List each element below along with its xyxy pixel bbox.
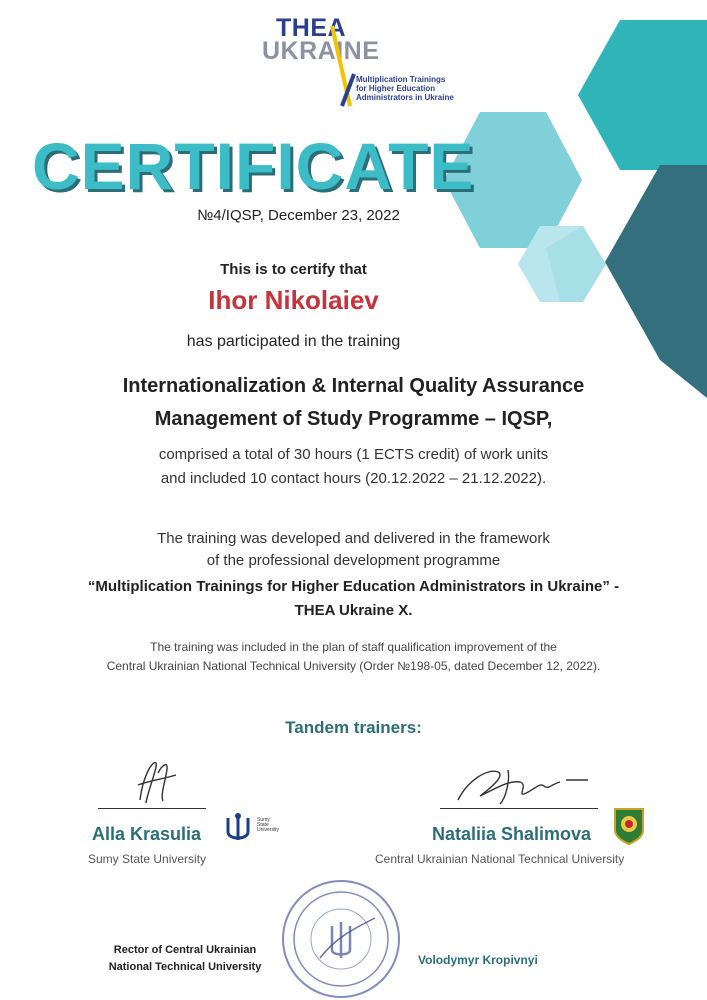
participated-text: has participated in the training [186,333,401,350]
programme-name [0,575,707,623]
rector-title-line: Rector of Central Ukrainian [113,944,257,956]
plan-line: Central Ukrainian National Technical University (Order №198-05, dated December 12, 2022). [106,659,601,673]
course-title-line: Internationalization & Internal Quality Assurance [122,375,585,397]
sumy-logo-line: State [257,822,269,828]
sumy-logo-text [257,818,279,833]
hexagon-large-teal [578,20,707,170]
sumy-logo-line: University [257,827,279,833]
signature-nataliia-shalimova [448,760,598,810]
framework-text [0,528,707,572]
certify-text: This is to certify that [220,261,367,278]
signature-line-right [440,808,598,809]
thea-ukraine-logo [262,14,462,109]
plan-line: The training was included in the plan of staff qualification improvement of the [150,640,557,654]
certificate-title: CERTIFICATE [32,129,475,203]
programme-line: “Multiplication Trainings for Higher Education Administrators in Ukraine” - [87,578,620,595]
trainer-name-left: Alla Krasulia [92,824,202,844]
logo-subtitle-line: for Higher Education [356,84,436,93]
signature-line-left [98,808,206,809]
hours-line: and included 10 contact hours (20.12.2022 – 21.12.2022). [160,470,547,487]
rector-title-line: National Technical University [108,961,262,973]
rector-name: Volodymyr Kropivnyi [418,953,538,967]
course-title [0,370,707,436]
hexagon-dark [605,165,707,398]
rector-title [95,942,275,976]
logo-ukraine-text: UKRAINE [262,37,380,65]
certificate-number: №4/IQSP, December 23, 2022 [197,207,400,224]
hours-line: comprised a total of 30 hours (1 ECTS credit) of work units [158,446,549,463]
trainer-university-left: Sumy State University [88,852,207,866]
logo-subtitle [356,75,466,102]
tandem-trainers-heading: Tandem trainers: [285,718,422,737]
course-hours [0,443,707,491]
course-title-line: Management of Study Programme – IQSP, [154,408,553,430]
sumy-university-logo-icon [222,810,254,846]
recipient-name: Ihor Nikolaiev [208,285,379,315]
cntu-crest-icon [612,806,646,846]
framework-line: of the professional development programme [206,552,501,569]
logo-thea-text: THEA [276,14,347,42]
trainer-name-right: Nataliia Shalimova [432,824,592,844]
official-stamp-icon [280,878,402,1000]
sumy-logo-line: Sumy [257,817,270,823]
logo-subtitle-line: Administrators in Ukraine [356,93,454,102]
trainer-university-right: Central Ukrainian National Technical University [375,852,625,866]
signature-alla-krasulia [118,755,188,810]
programme-line: THEA Ukraine X. [294,602,413,619]
logo-subtitle-line: Multiplication Trainings [356,75,446,84]
framework-line: The training was developed and delivered in the framework [157,530,550,547]
staff-plan-text [0,638,707,676]
